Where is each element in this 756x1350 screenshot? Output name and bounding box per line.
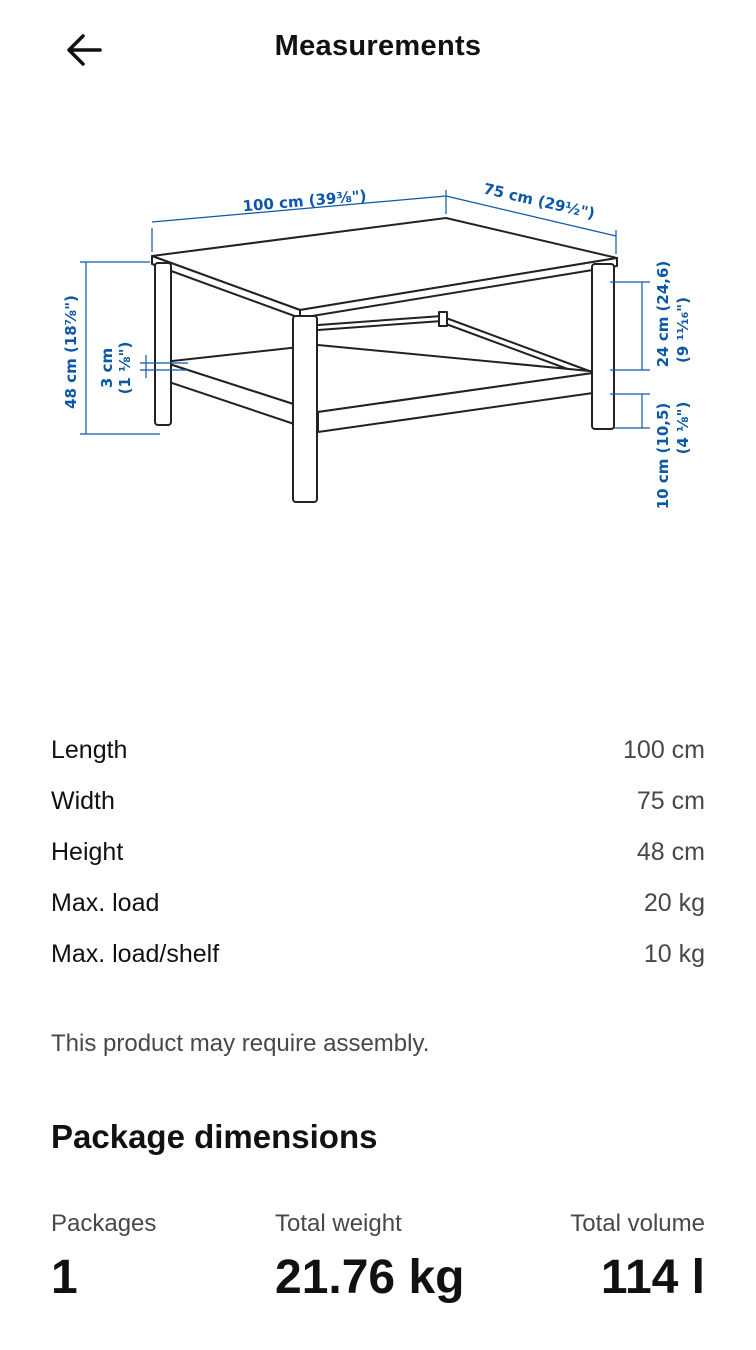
- dim-shelf-gap-cm: 24 cm (24,6): [654, 260, 672, 368]
- spec-value: 100 cm: [623, 736, 705, 764]
- spec-value: 75 cm: [636, 787, 705, 815]
- page-title: Measurements: [274, 30, 482, 62]
- dim-shelf-thickness-in: (1 ⅛"): [116, 341, 134, 395]
- packages-label: Packages: [51, 1210, 157, 1237]
- dim-total-height: 48 cm (18⅞"): [62, 295, 80, 409]
- packages-stat: [51, 1210, 156, 1305]
- table-outline: [152, 218, 617, 502]
- spec-value: 10 kg: [643, 940, 705, 968]
- total-weight-label: Total weight: [275, 1210, 402, 1237]
- packages-value: 1: [51, 1251, 78, 1304]
- total-weight-value: 21.76 kg: [275, 1251, 465, 1304]
- spec-row-max-load: [51, 878, 705, 929]
- spec-value: 48 cm: [636, 838, 705, 866]
- dim-top-width: 75 cm (29½"): [481, 179, 597, 223]
- spec-label: Max. load/shelf: [51, 940, 220, 968]
- spec-value: 20 kg: [643, 889, 705, 917]
- dim-top-length: 100 cm (39⅜"): [241, 186, 368, 216]
- coffee-table-drawing: [50, 160, 710, 530]
- spec-row-length: [51, 725, 705, 776]
- dim-floor-clearance-cm: 10 cm (10,5): [654, 402, 672, 510]
- spec-row-height: [51, 827, 705, 878]
- product-dimension-diagram: [50, 160, 710, 530]
- total-volume-value: 114 l: [600, 1251, 705, 1304]
- measurements-list: [51, 725, 705, 980]
- package-summary: [51, 1210, 705, 1320]
- spec-row-max-load-shelf: [51, 929, 705, 980]
- spec-label: Length: [51, 736, 128, 764]
- assembly-note: This product may require assembly.: [51, 1030, 430, 1057]
- package-dimensions-heading: Package dimensions: [51, 1118, 378, 1155]
- total-volume-label: Total volume: [570, 1210, 705, 1237]
- header: [0, 0, 756, 100]
- dim-shelf-gap-in: (9 ¹¹⁄₁₆"): [674, 297, 692, 363]
- spec-row-width: [51, 776, 705, 827]
- dim-floor-clearance-in: (4 ⅛"): [674, 401, 692, 455]
- dim-shelf-thickness-cm: 3 cm: [98, 347, 116, 389]
- total-volume-stat: [570, 1210, 705, 1305]
- spec-label: Max. load: [51, 889, 160, 917]
- total-weight-stat: [275, 1210, 464, 1305]
- spec-label: Height: [51, 838, 124, 866]
- spec-label: Width: [51, 787, 115, 815]
